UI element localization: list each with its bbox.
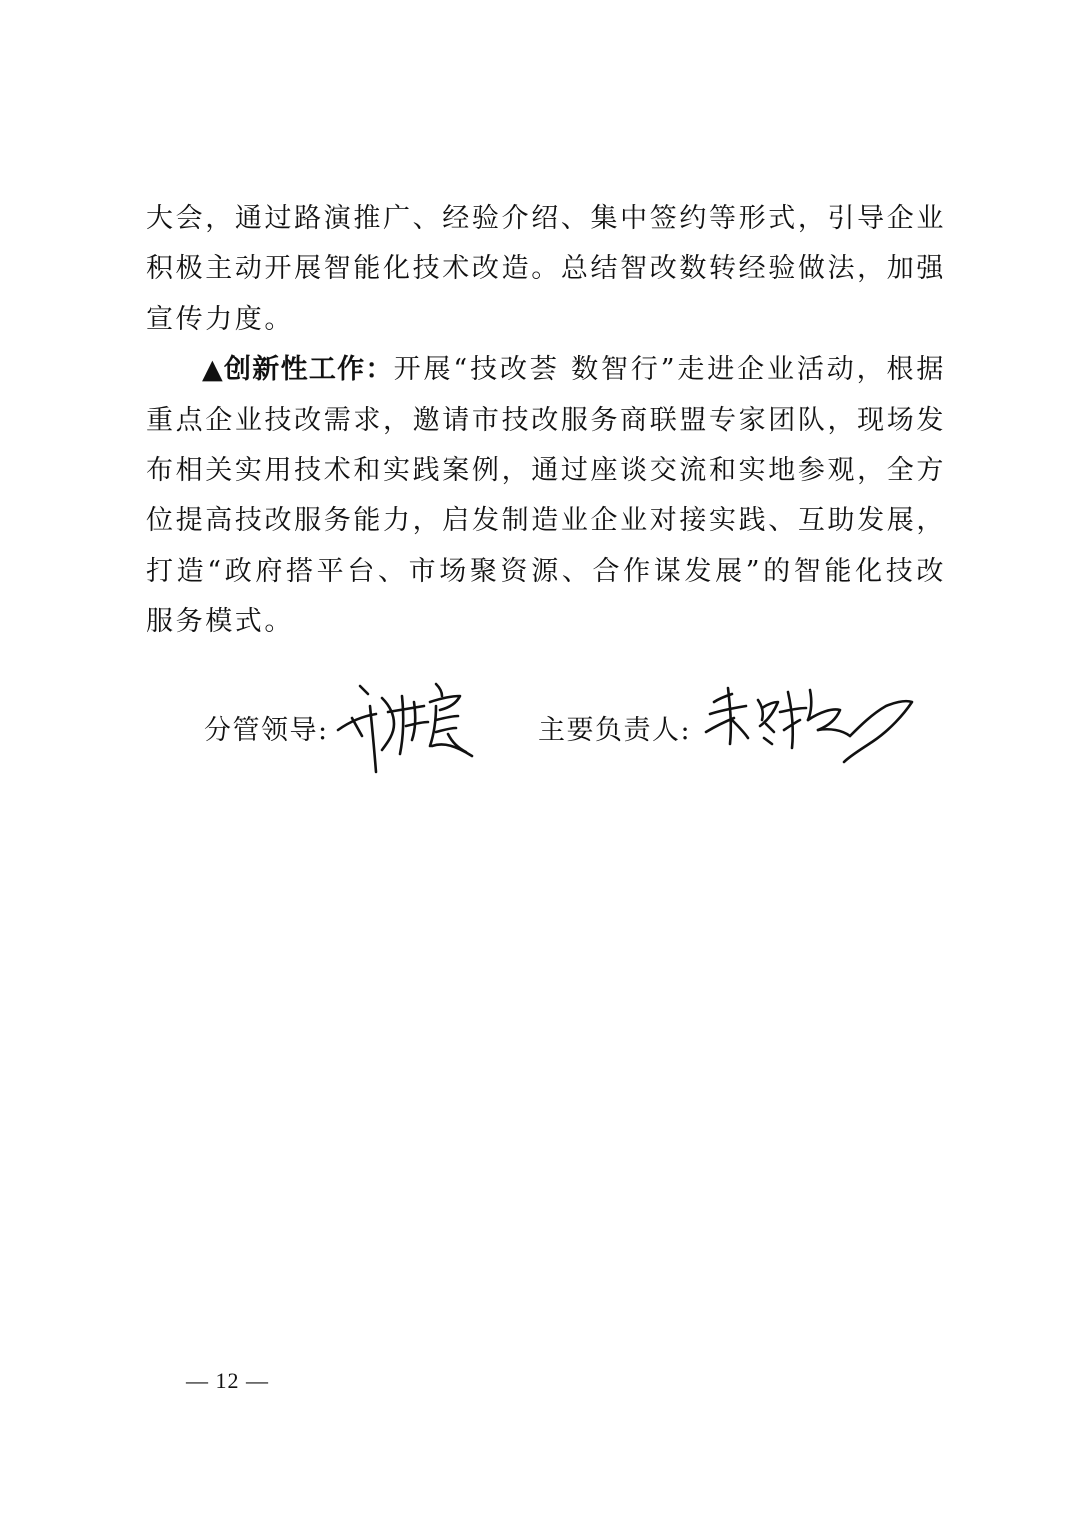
- document-body: [146, 194, 946, 648]
- paragraph: [146, 345, 946, 647]
- page-number: — 12 —: [186, 1368, 269, 1393]
- principal-signature: [700, 680, 920, 770]
- paragraph: 大会，通过路演推广、经验介绍、集中签约等形式，引导企业积极主动开展智能化技术改造。总结智改数转经验做法，加强宣传力度。: [146, 203, 946, 335]
- paragraph-body: 开展“技改荟 数智行”走进企业活动，根据重点企业技改需求，邀请市技改服务商联盟专家团队，现场发布相关实用技术和实践案例，通过座谈交流和实地参观，全方位提高技改服务能力，启发制造业企业对接实践、互助发展，打造“政府搭平台、市场聚资源、合作谋发展”的智能化技改服务模式。: [146, 354, 946, 638]
- principal-label: 主要负责人:: [538, 715, 692, 746]
- leader-label: 分管领导:: [204, 715, 329, 746]
- paragraph-lead: ▲创新性工作：: [202, 354, 394, 386]
- leader-signature: [330, 676, 480, 781]
- signature-row: [0, 676, 1080, 786]
